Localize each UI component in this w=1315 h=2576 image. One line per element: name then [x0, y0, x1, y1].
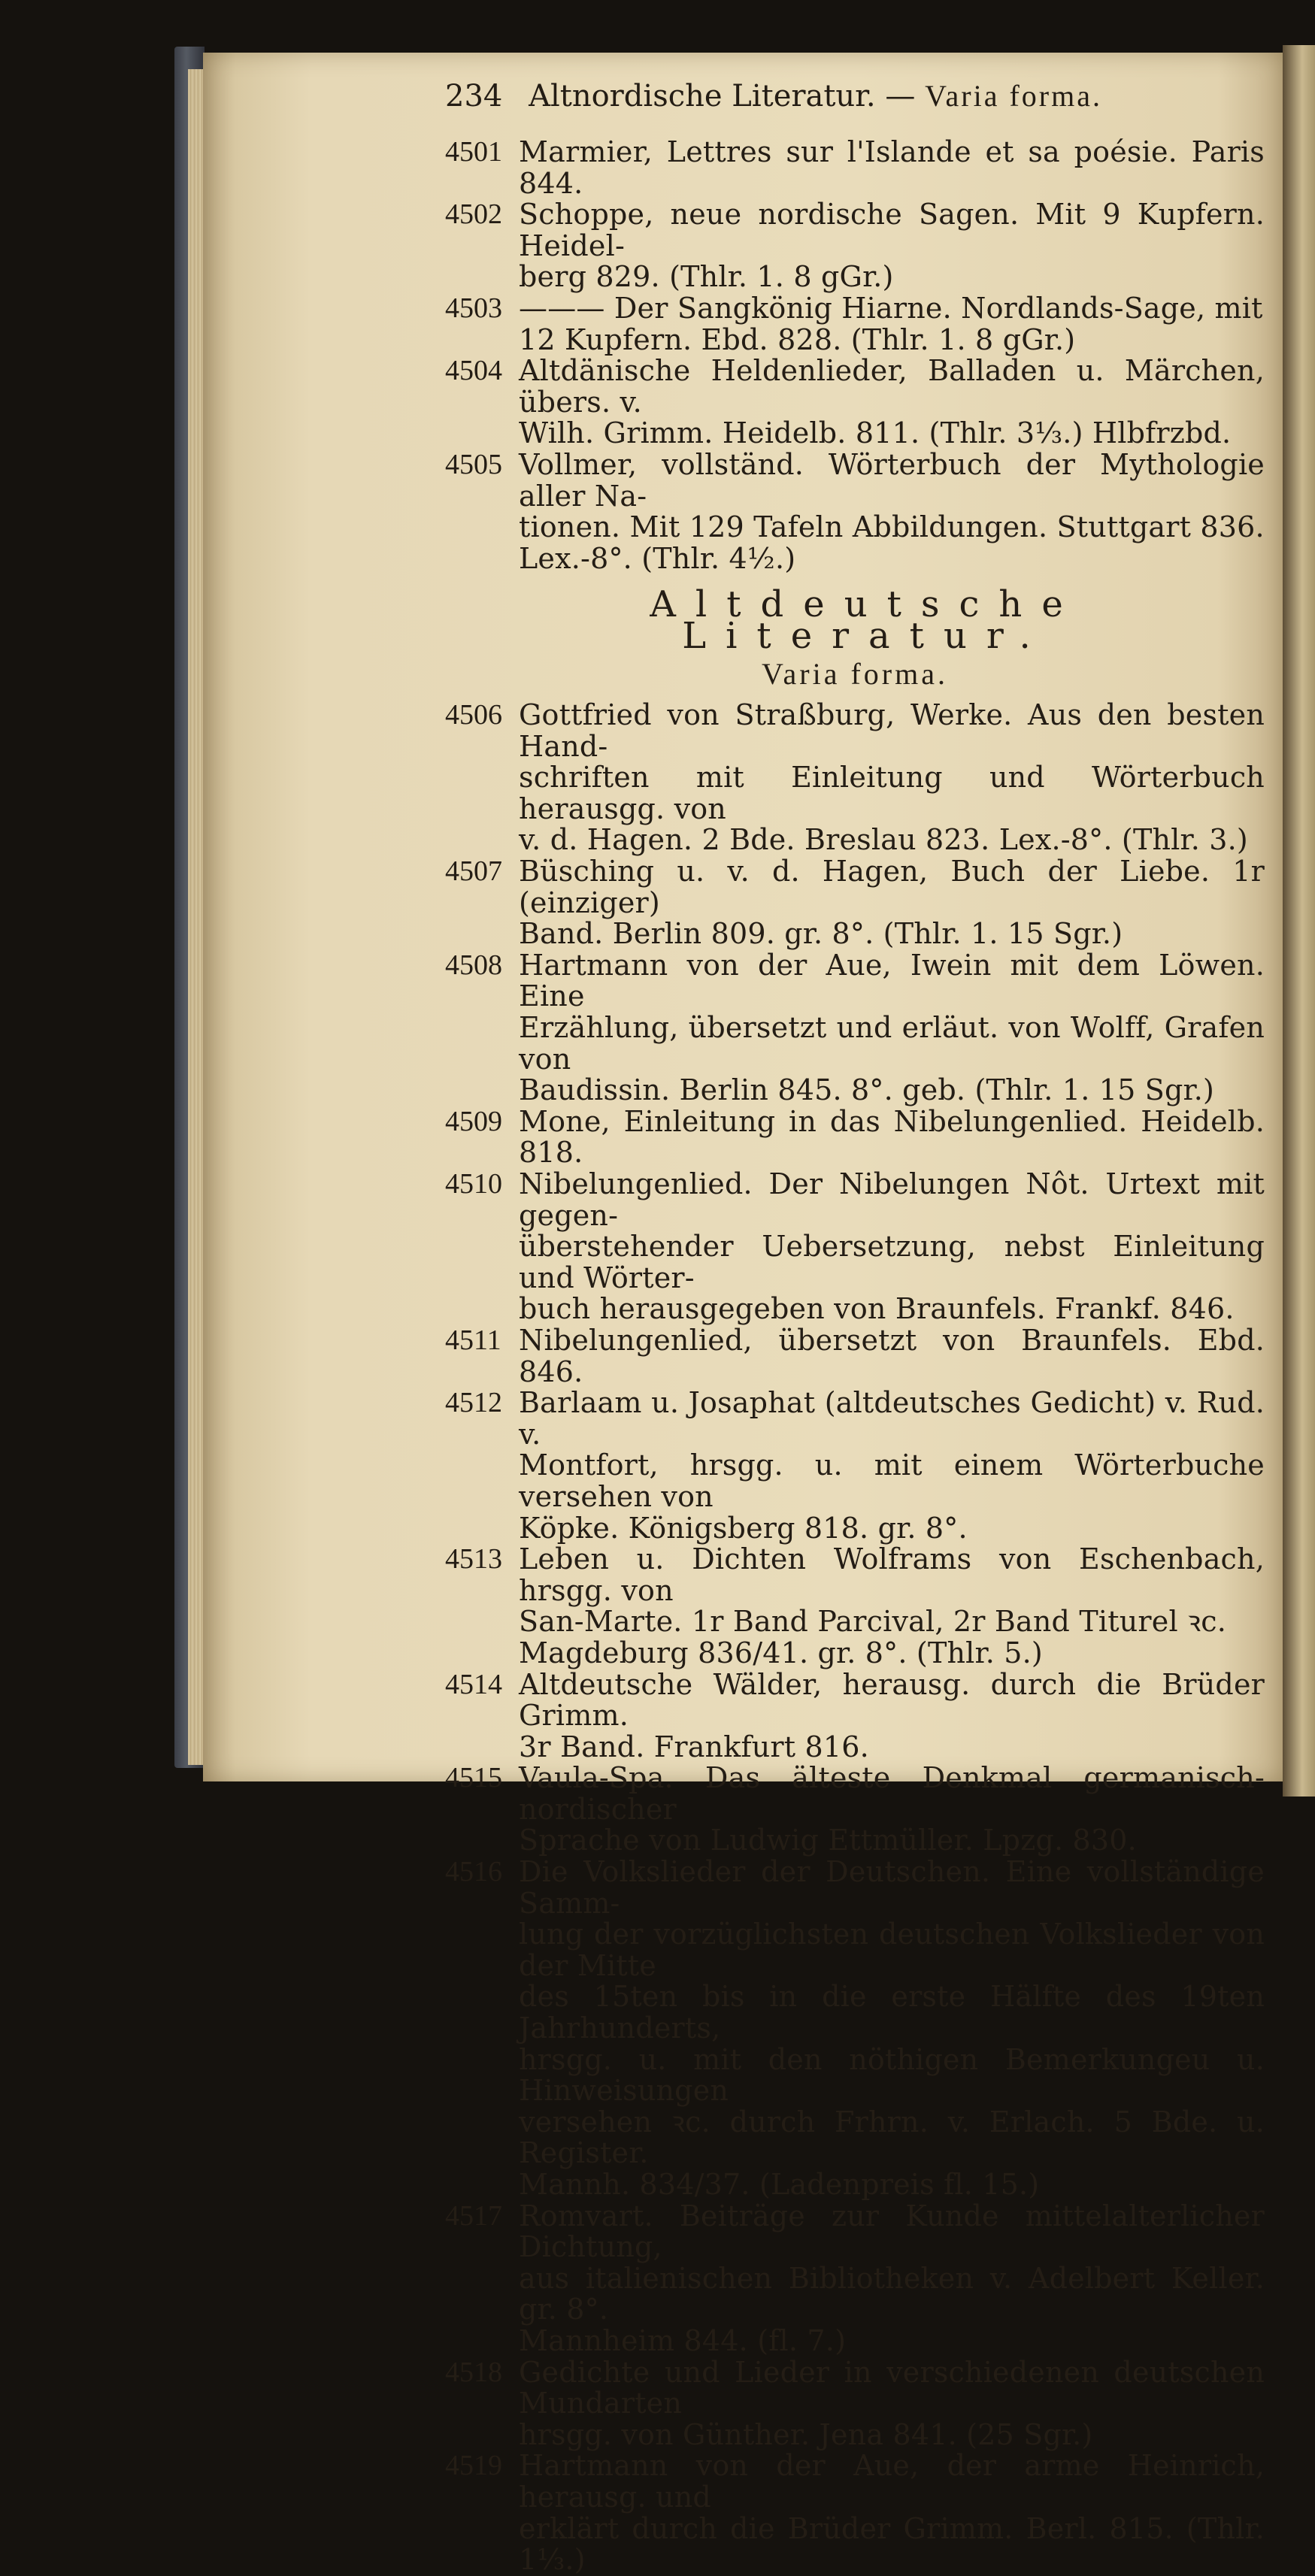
- entry-line: v. d. Hagen. 2 Bde. Breslau 823. Lex.-8°. (Thlr. 3.): [519, 823, 1248, 857]
- entry-line: hrsgg. von Günther. Jena 841. (25 Sgr.): [519, 2417, 1093, 2451]
- entry-text: [519, 1106, 1265, 1169]
- catalog-entry: [445, 856, 1265, 950]
- facing-page-edge: [1283, 45, 1315, 1797]
- entry-number: 4512: [445, 1387, 502, 1419]
- entry-line: 12 Kupfern. Ebd. 828. (Thlr. 1. 8 gGr.): [519, 322, 1076, 356]
- entry-text: [519, 1169, 1265, 1325]
- running-subtitle: Varia forma.: [925, 79, 1102, 113]
- entry-text: [519, 1857, 1265, 2201]
- entry-text: [519, 356, 1265, 450]
- entry-number: 4506: [445, 699, 502, 731]
- entry-text: [519, 2450, 1265, 2575]
- entry-text: [519, 1325, 1265, 1388]
- entry-text: [519, 1544, 1265, 1669]
- entry-line: 3r Band. Frankfurt 816.: [519, 1730, 869, 1763]
- entry-number: 4504: [445, 355, 502, 387]
- entry-line: Hartmann von der Aue, der arme Heinrich, herausg. und: [519, 2449, 1265, 2514]
- entry-number: 4516: [445, 1856, 502, 1888]
- catalog-entry: [445, 1669, 1265, 1763]
- catalog-entry: [445, 1169, 1265, 1325]
- catalog-entry: [445, 950, 1265, 1106]
- entry-number: 4508: [445, 949, 502, 981]
- catalog-entry: [445, 1388, 1265, 1544]
- section-title: Altdeutsche Literatur.: [650, 583, 1083, 657]
- entry-line: hrsgg. u. mit den nöthigen Bemerkungeu u. Hinweisungen: [519, 2042, 1265, 2108]
- catalog-entry: [445, 2357, 1265, 2451]
- entry-line: Nibelungenlied, übersetzt von Braunfels. Ebd. 846.: [519, 1323, 1265, 1388]
- entry-line: schriften mit Einleitung und Wörterbuch herausgg. von: [519, 761, 1265, 825]
- entry-number: 4507: [445, 855, 502, 888]
- entry-line: versehen ꝛc. durch Frhrn. v. Erlach. 5 Bde. u. Register.: [519, 2105, 1265, 2170]
- entry-line: Barlaam u. Josaphat (altdeutsches Gedicht) v. Rud. v.: [519, 1386, 1265, 1451]
- entry-text: [519, 856, 1265, 950]
- catalog-entry: [445, 1325, 1265, 1388]
- entry-line: Vollmer, vollständ. Wörterbuch der Mythologie aller Na-: [519, 447, 1265, 513]
- entry-number: 4515: [445, 1762, 502, 1794]
- page-number: 234: [445, 79, 503, 114]
- catalog-entry: [445, 447, 1265, 575]
- entry-line: Büsching u. v. d. Hagen, Buch der Liebe. 1r (einziger): [519, 855, 1265, 919]
- entry-line: buch herausgegeben von Braunfels. Frankf. 846.: [519, 1292, 1235, 1326]
- entry-text: [519, 1669, 1265, 1763]
- entry-line: Mone, Einleitung in das Nibelungenlied. Heidelb. 818.: [519, 1104, 1265, 1170]
- entry-number: 4510: [445, 1168, 502, 1200]
- running-header: [445, 78, 1102, 114]
- entry-line: Marmier, Lettres sur l'Islande et sa poésie. Paris 844.: [519, 135, 1265, 200]
- catalog-entry: [445, 293, 1265, 356]
- entry-number: 4509: [445, 1105, 502, 1137]
- running-title: Altnordische Literatur. —: [529, 79, 916, 114]
- entry-line: Sprache von Ludwig Ettmüller. Lpzg. 830.: [519, 1824, 1137, 1857]
- entry-line: Mannh. 834/37. (Ladenpreis fl. 15.): [519, 2168, 1040, 2201]
- entry-text: [519, 199, 1265, 293]
- entry-line: Altdeutsche Wälder, herausg. durch die Brüder Grimm.: [519, 1667, 1265, 1733]
- entry-number: 4511: [445, 1324, 501, 1356]
- entry-line: des 15ten bis in die erste Hälfte des 19ten Jahrhunderts,: [519, 1980, 1265, 2045]
- entry-line: überstehender Uebersetzung, nebst Einleitung und Wörter-: [519, 1230, 1265, 1294]
- entry-number: 4502: [445, 198, 502, 231]
- entry-text: [519, 2201, 1265, 2357]
- entry-line: Die Volkslieder der Deutschen. Eine vollständige Samm-: [519, 1855, 1265, 1920]
- entry-number: 4517: [445, 2199, 502, 2232]
- entry-number: 4505: [445, 448, 502, 480]
- catalog-entry: [445, 2201, 1265, 2357]
- entry-number: 4519: [445, 2450, 502, 2482]
- entry-line: Wilh. Grimm. Heidelb. 811. (Thlr. 3⅓.) Hlbfrzbd.: [519, 416, 1232, 450]
- entry-line: Montfort, hrsgg. u. mit einem Wörterbuche versehen von: [519, 1448, 1265, 1513]
- catalog-entry: [445, 2450, 1265, 2575]
- entry-line: Gottfried von Straßburg, Werke. Aus den besten Hand-: [519, 698, 1265, 763]
- entry-line: aus italienischen Bibliotheken v. Adelbert Keller. gr. 8°.: [519, 2261, 1265, 2326]
- entry-line: Baudissin. Berlin 845. 8°. geb. (Thlr. 1. 15 Sgr.): [519, 1073, 1215, 1107]
- entry-text: [519, 137, 1265, 199]
- entry-number: 4513: [445, 1543, 502, 1576]
- entry-number: 4503: [445, 292, 502, 324]
- entry-line: Erzählung, übersetzt und erläut. von Wolff, Grafen von: [519, 1011, 1265, 1076]
- entry-line: Köpke. Königsberg 818. gr. 8°.: [519, 1511, 968, 1545]
- catalog-entry: [445, 1544, 1265, 1669]
- entry-text: [519, 447, 1265, 575]
- entry-number: 4514: [445, 1668, 502, 1700]
- entry-line: Altdänische Heldenlieder, Balladen u. Märchen, übers. v.: [519, 354, 1265, 419]
- entry-number: 4518: [445, 2356, 502, 2388]
- entry-text: [519, 950, 1265, 1106]
- entry-text: [519, 1763, 1265, 1857]
- catalog-entry: [445, 1106, 1265, 1169]
- entry-line: Hartmann von der Aue, Iwein mit dem Löwen. Eine: [519, 948, 1265, 1013]
- entry-line: Romvart. Beiträge zur Kunde mittelalterlicher Dichtung,: [519, 2199, 1265, 2264]
- entry-line: San-Marte. 1r Band Parcival, 2r Band Titurel ꝛc.: [519, 1605, 1227, 1639]
- entry-line: Mannheim 844. (fl. 7.): [519, 2323, 847, 2357]
- entry-line: tionen. Mit 129 Tafeln Abbildungen. Stuttgart 836.: [519, 510, 1265, 544]
- catalog-entry: [445, 137, 1265, 199]
- entry-text: [519, 1388, 1265, 1544]
- section-subtitle: Varia forma.: [762, 656, 948, 691]
- entry-line: Band. Berlin 809. gr. 8°. (Thlr. 1. 15 Sgr.): [519, 917, 1123, 951]
- catalog-entry: [445, 356, 1265, 450]
- entry-line: Vaula-Spa. Das älteste Denkmal germanisch-nordischer: [519, 1761, 1265, 1826]
- entry-text: [519, 700, 1265, 856]
- catalog-entry: [445, 1763, 1265, 1857]
- entry-line: ——— Der Sangkönig Hiarne. Nordlands-Sage, mit: [519, 291, 1263, 325]
- catalog-entry: [445, 199, 1265, 293]
- entry-text: [519, 293, 1265, 356]
- catalog-entry: [445, 700, 1265, 856]
- entry-line: berg 829. (Thlr. 1. 8 gGr.): [519, 260, 894, 294]
- entry-number: 4501: [445, 136, 502, 168]
- catalog-entry: [445, 1857, 1265, 2201]
- entry-line: lung der vorzüglichsten deutschen Volkslieder von der Mitte: [519, 1918, 1265, 1982]
- entry-line: Nibelungenlied. Der Nibelungen Nôt. Urtext mit gegen-: [519, 1167, 1265, 1232]
- entry-line: Lex.-8°. (Thlr. 4½.): [519, 541, 796, 575]
- entry-line: Gedichte und Lieder in verschiedenen deutschen Mundarten: [519, 2355, 1265, 2420]
- entry-line: Magdeburg 836/41. gr. 8°. (Thlr. 5.): [519, 1636, 1043, 1669]
- entry-text: [519, 2357, 1265, 2451]
- catalog-entries: [445, 137, 1265, 2576]
- entry-line: erklärt durch die Brüder Grimm. Berl. 815. (Thlr. 1⅓.): [519, 2511, 1265, 2576]
- entry-line: Leben u. Dichten Wolframs von Eschenbach, hrsgg. von: [519, 1542, 1265, 1607]
- entry-line: Schoppe, neue nordische Sagen. Mit 9 Kupfern. Heidel-: [519, 198, 1265, 262]
